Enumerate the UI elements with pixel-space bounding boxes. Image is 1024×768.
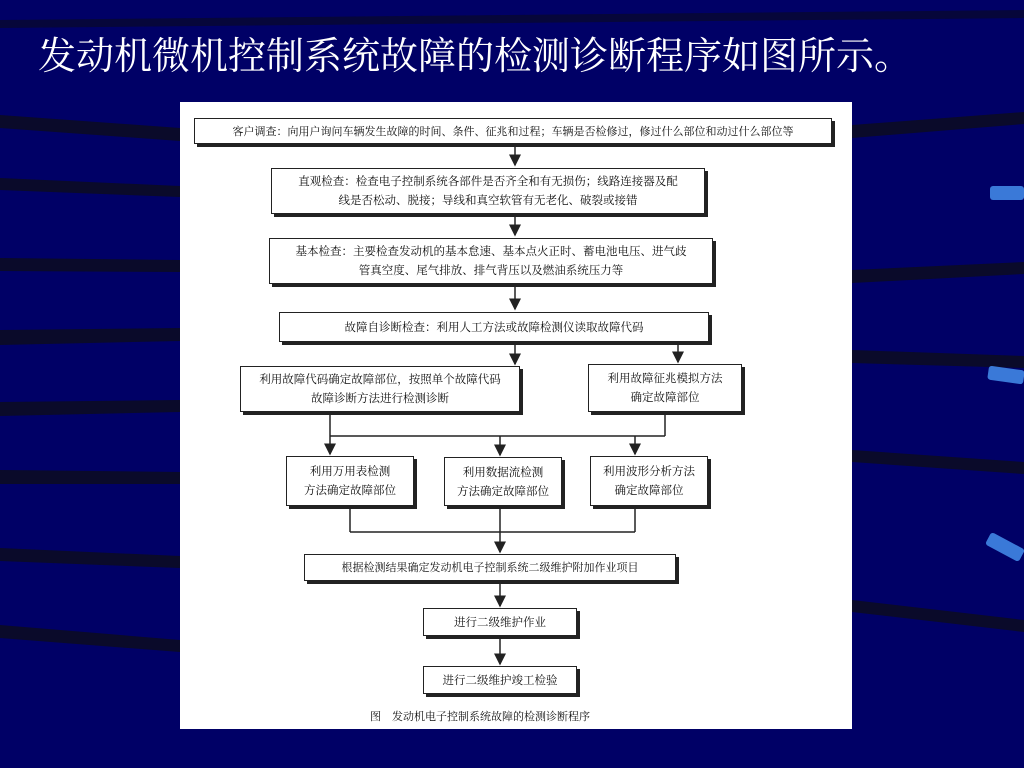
secondary-maintenance-box bbox=[423, 608, 577, 636]
data-stream-method-text: 方法确定故障部位 bbox=[457, 483, 549, 498]
basic-inspection-box bbox=[269, 238, 713, 284]
visual-inspection-text: 线是否松动、脱接；导线和真空软管有无老化、破裂或接错 bbox=[338, 193, 638, 207]
data-stream-method-text: 利用数据流检测 bbox=[462, 464, 544, 479]
visual-inspection-box bbox=[271, 168, 705, 214]
slide-title: 发动机微机控制系统故障的检测诊断程序如图所示。 bbox=[38, 34, 913, 78]
fault-code-box bbox=[240, 366, 520, 412]
waveform-method-text: 利用波形分析方法 bbox=[603, 464, 695, 478]
completion-inspection-box bbox=[423, 666, 577, 694]
waveform-method-box bbox=[590, 456, 708, 506]
flowchart-panel bbox=[180, 102, 852, 729]
waveform-method-text: 确定故障部位 bbox=[614, 483, 684, 497]
result-determination-text: 根据检测结果确定发动机电子控制系统二级维护附加作业项目 bbox=[341, 561, 639, 574]
secondary-maintenance-text: 进行二级维护作业 bbox=[454, 614, 546, 629]
result-determination-box bbox=[304, 554, 676, 581]
figure-caption: 图 发动机电子控制系统故障的检测诊断程序 bbox=[370, 710, 590, 723]
symptom-simulation-box bbox=[588, 364, 742, 412]
visual-inspection-text: 直观检查：检查电子控制系统各部件是否齐全和有无损伤；线路连接器及配 bbox=[298, 174, 678, 188]
completion-inspection-text: 进行二级维护竣工检验 bbox=[442, 672, 558, 687]
customer-survey-box bbox=[194, 118, 832, 144]
fault-code-text: 故障诊断方法进行检测诊断 bbox=[311, 391, 449, 405]
self-diagnosis-text: 故障自诊断检查：利用人工方法或故障检测仪读取故障代码 bbox=[344, 319, 644, 334]
symptom-simulation-text: 利用故障征兆模拟方法 bbox=[607, 371, 723, 385]
self-diagnosis-box bbox=[279, 312, 709, 342]
multimeter-method-box bbox=[286, 456, 414, 506]
accent-bar bbox=[990, 186, 1024, 200]
multimeter-method-text: 利用万用表检测 bbox=[309, 464, 391, 478]
customer-survey-text: 客户调查：向用户询问车辆发生故障的时间、条件、征兆和过程；车辆是否检修过，修过什么部位和动过什么部位等 bbox=[232, 124, 794, 138]
fault-code-text: 利用故障代码确定故障部位，按照单个故障代码 bbox=[259, 372, 501, 386]
basic-inspection-text: 管真空度、尾气排放、排气背压以及燃油系统压力等 bbox=[358, 263, 624, 277]
multimeter-method-text: 方法确定故障部位 bbox=[304, 483, 396, 497]
basic-inspection-text: 基本检查：主要检查发动机的基本怠速、基本点火正时、蓄电池电压、进气歧 bbox=[295, 244, 687, 258]
symptom-simulation-text: 确定故障部位 bbox=[630, 390, 700, 404]
data-stream-method-box bbox=[444, 457, 562, 506]
